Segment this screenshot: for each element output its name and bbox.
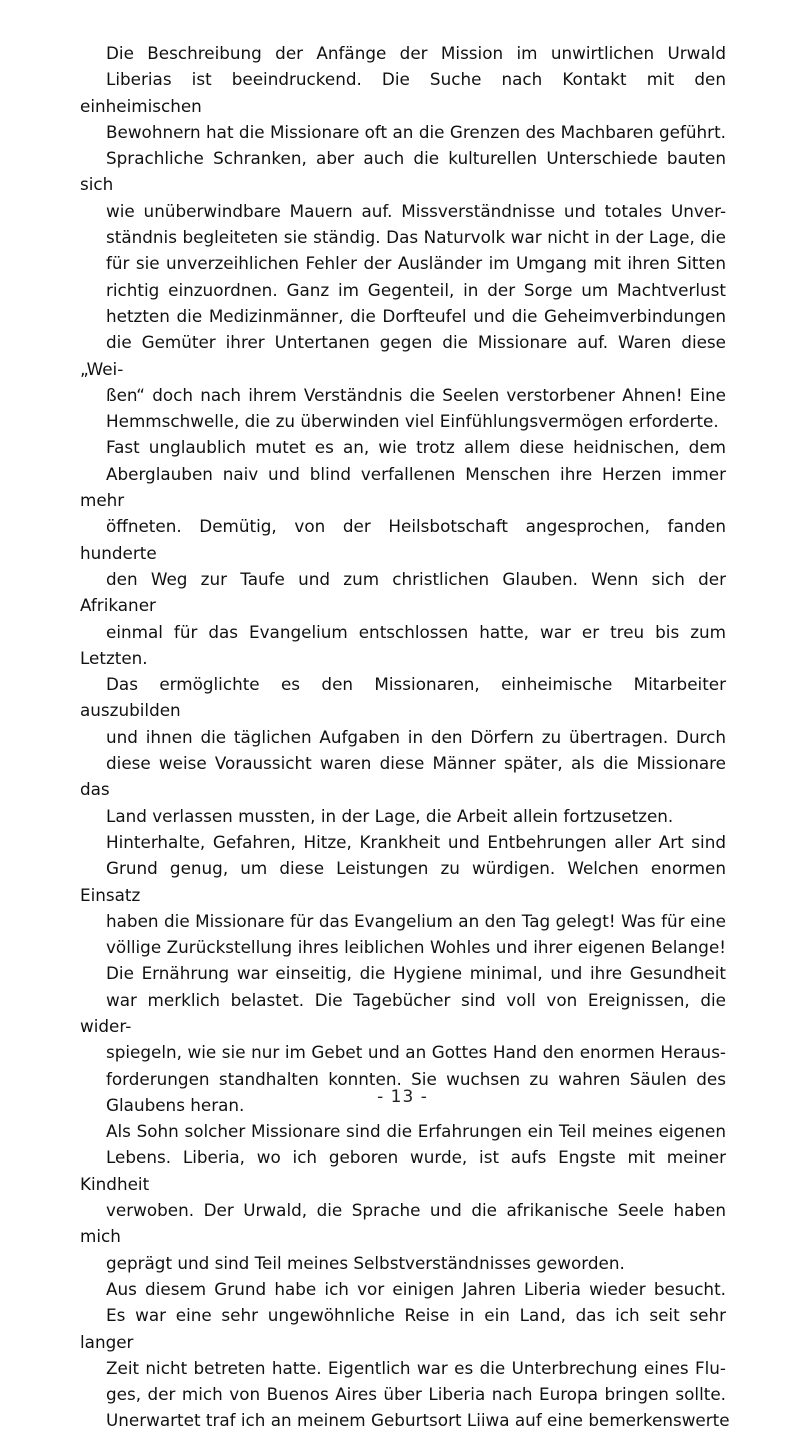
text-line: Hinterhalte, Gefahren, Hitze, Krankheit und Entbehrungen aller Art sind	[106, 831, 726, 852]
text-line: richtig einzuordnen. Ganz im Gegenteil, in der Sorge um Machtverlust	[106, 279, 726, 300]
text-line: Hemmschwelle, die zu überwinden viel Einfühlungsvermögen erforderte.	[106, 411, 719, 432]
text-line: Zeit nicht betreten hatte. Eigentlich war es die Unterbrechung eines Flu-	[106, 1357, 726, 1378]
paragraph	[80, 829, 726, 1118]
text-line: Aus diesem Grund habe ich vor einigen Jahren Liberia wieder besucht.	[106, 1278, 726, 1299]
text-line: ßen“ doch nach ihrem Verständnis die Seelen verstorbener Ahnen! Eine	[106, 384, 726, 405]
paragraph	[80, 1118, 726, 1276]
text-line: ständnis begleiteten sie ständig. Das Naturvolk war nicht in der Lage, die	[106, 227, 726, 248]
text-line: war merklich belastet. Die Tagebücher sind voll von Ereignissen, die wider-	[80, 989, 726, 1036]
text-line: geprägt und sind Teil meines Selbstverständnisses geworden.	[106, 1252, 625, 1273]
text-line: haben die Missionare für das Evangelium an den Tag gelegt! Was für eine	[106, 910, 726, 931]
text-line: Fast unglaublich mutet es an, wie trotz allem diese heidnischen, dem	[106, 437, 726, 458]
text-line: Glaubens heran.	[106, 1094, 245, 1115]
text-line: Die Ernährung war einseitig, die Hygiene minimal, und ihre Gesundheit	[106, 963, 726, 984]
paragraph	[80, 40, 726, 434]
text-line: für sie unverzeihlichen Fehler der Ausländer im Umgang mit ihren Sitten	[106, 253, 726, 274]
text-line: Liberias ist beeindruckend. Die Suche nach Kontakt mit den einheimischen	[80, 69, 726, 116]
text-line: Sprachliche Schranken, aber auch die kulturellen Unterschiede bauten sich	[80, 148, 726, 195]
page-number: - 13 -	[377, 1087, 428, 1107]
text-line: hetzten die Medizinmänner, die Dorfteufel und die Geheimverbindungen	[106, 305, 726, 326]
text-line: einmal für das Evangelium entschlossen hatte, war er treu bis zum Letzten.	[80, 621, 726, 668]
text-line: völlige Zurückstellung ihres leiblichen Wohles und ihrer eigenen Belange!	[106, 937, 726, 958]
paragraph	[80, 434, 726, 828]
text-line: Grund genug, um diese Leistungen zu würdigen. Welchen enormen Einsatz	[80, 858, 726, 905]
text-line: Als Sohn solcher Missionare sind die Erfahrungen ein Teil meines eigenen	[106, 1121, 726, 1142]
text-line: diese weise Voraussicht waren diese Männer später, als die Missionare das	[80, 753, 726, 800]
text-line: und ihnen die täglichen Aufgaben in den Dörfern zu übertragen. Durch	[106, 726, 726, 747]
text-line: Aberglauben naiv und blind verfallenen Menschen ihre Herzen immer mehr	[80, 463, 726, 511]
text-line: Lebens. Liberia, wo ich geboren wurde, ist aufs Engste mit meiner Kindheit	[80, 1147, 726, 1194]
text-line: Es war eine sehr ungewöhnliche Reise in ein Land, das ich seit sehr langer	[80, 1305, 726, 1352]
text-line: Das ermöglichte es den Missionaren, einheimische Mitarbeiter auszubilden	[80, 674, 726, 721]
text-line: Land verlassen mussten, in der Lage, die Arbeit allein fortzusetzen.	[106, 805, 674, 826]
book-page-text	[80, 40, 730, 1434]
paragraph	[80, 1276, 730, 1434]
text-line: öffneten. Demütig, von der Heilsbotschaft angesprochen, fanden hunderte	[80, 516, 726, 563]
text-line: ges, der mich von Buenos Aires über Liberia nach Europa bringen sollte.	[106, 1384, 726, 1405]
text-line: Unerwartet traf ich an meinem Geburtsort Liiwa auf eine bemerkenswerte	[106, 1410, 730, 1431]
text-line: Die Beschreibung der Anfänge der Mission im unwirtlichen Urwald	[106, 43, 726, 63]
text-line: spiegeln, wie sie nur im Gebet und an Gottes Hand den enormen Heraus-	[106, 1042, 726, 1063]
text-line: den Weg zur Taufe und zum christlichen Glauben. Wenn sich der Afrikaner	[80, 568, 726, 616]
text-line: forderungen standhalten konnten. Sie wuchsen zu wahren Säulen des	[106, 1068, 726, 1089]
text-line: wie unüberwindbare Mauern auf. Missverständnisse und totales Unver-	[106, 200, 726, 221]
text-line: die Gemüter ihrer Untertanen gegen die Missionare auf. Waren diese „Wei-	[80, 332, 726, 379]
text-line: verwoben. Der Urwald, die Sprache und die afrikanische Seele haben mich	[80, 1200, 726, 1247]
text-line: Bewohnern hat die Missionare oft an die Grenzen des Machbaren geführt.	[106, 121, 726, 142]
